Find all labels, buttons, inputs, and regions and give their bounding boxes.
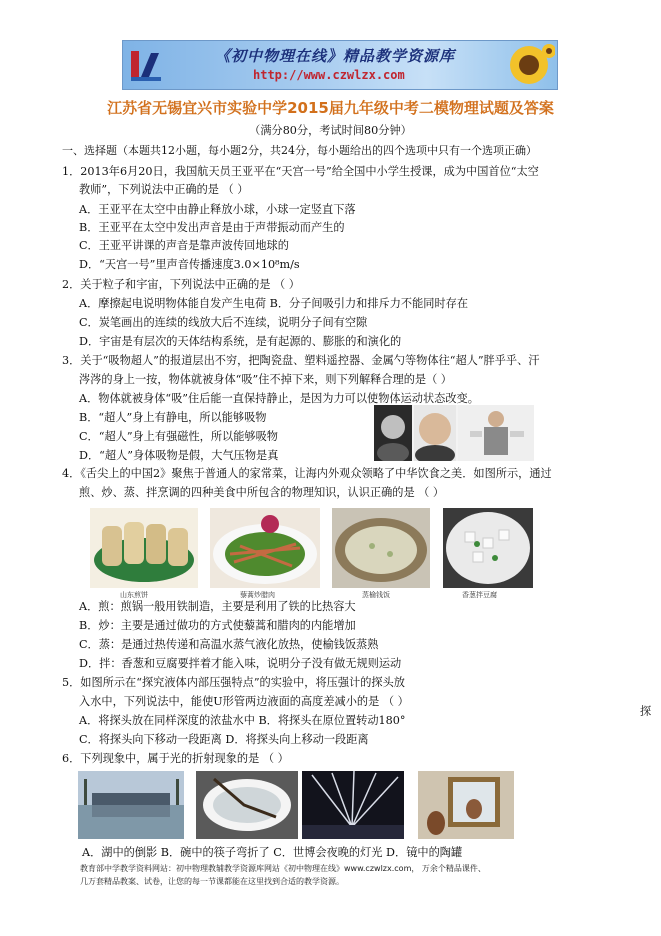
banner-url: http://www.czwlzx.com [253, 68, 405, 82]
q4-stem-line2: 煎、炒、蒸、拌烹调的四种美食中所包含的物理知识，认识正确的是 （ ） [79, 486, 445, 499]
q5-side-char: 探 [640, 705, 652, 718]
q4-caption-3: 蒸榆钱饭 [362, 591, 390, 599]
q2-stem: 2．关于粒子和宇宙，下列说法中正确的是 （ ） [62, 278, 300, 291]
q3-option-c: C．“超人”身上有强磁性，所以能够吸物 [79, 430, 278, 443]
header-banner [122, 40, 558, 90]
site-logo-icon [129, 47, 163, 83]
banner-title: 《初中物理在线》精品教学资源库 [215, 47, 456, 65]
steamed-rice-photo-icon [332, 508, 430, 588]
q1-stem-line2: 教师”，下列说法中正确的是 （ ） [79, 183, 249, 196]
footer-line1: 教育部中学教学资料网站：初中物理教辅教学资源库网站《初中物理在线》www.czwlzx.com， 万余个精品课件、 [80, 864, 486, 873]
q4-option-a: A．煎：煎锅一般用铁制造，主要是利用了铁的比热容大 [79, 600, 356, 613]
q1-option-a: A．王亚平在太空中由静止释放小球，小球一定竖直下落 [79, 203, 356, 216]
q4-option-b: B．炒：主要是通过做功的方式使藜蒿和腊肉的内能增加 [79, 619, 356, 632]
q1-option-d: D．“天宫一号”里声音传播速度3.0×10⁸m/s [79, 258, 300, 271]
q4-photo-pancake [90, 508, 198, 588]
q4-caption-2: 藜蒿炒腊肉 [240, 591, 275, 599]
q1-option-b: B．王亚平在太空中发出声音是由于声带振动而产生的 [79, 221, 345, 234]
pancake-photo-icon [90, 508, 198, 588]
footer-line2: 几万套精品教案、试卷，让您的每一节课都能在这里找到合适的教学资源。 [80, 877, 344, 886]
subtitle: （满分80分，考试时间80分钟） [249, 124, 412, 137]
q5-options-ab: A．将探头放在同样深度的浓盐水中 B．将探头在原位置转动180° [79, 714, 406, 727]
q4-caption-4: 香葱拌豆腐 [462, 591, 497, 599]
lake-reflection-photo-icon [78, 771, 184, 839]
q3-stem-line1: 3．关于“吸物超人”的报道层出不穷，把陶瓷盘、塑料遥控器、金属勺等物体往“超人”胖乎乎、汗 [62, 354, 540, 367]
q2-options-ab: A．摩擦起电说明物体能自发产生电荷 B．分子间吸引力和排斥力不能同时存在 [79, 297, 469, 310]
tofu-photo-icon [443, 508, 533, 588]
doc-title: 江苏省无锡宜兴市实验中学2015届九年级中考二模物理试题及答案 [107, 99, 554, 117]
q6-photo-mirror [418, 771, 514, 839]
mirror-jar-photo-icon [418, 771, 514, 839]
q4-photo-tofu [443, 508, 533, 588]
q2-option-c: C．炭笔画出的连续的线放大后不连续，说明分子间有空隙 [79, 316, 368, 329]
sunflower-icon [503, 43, 555, 87]
q1-option-c: C．王亚平讲课的声音是靠声波传回地球的 [79, 239, 289, 252]
q1-stem-line1: 1．2013年6月20日，我国航天员王亚平在“天宫一号”给全国中小学生授课，成为中国首位“太空 [62, 165, 539, 178]
q4-stem-line1: 4．《舌尖上的中国2》聚焦于普通人的家常菜，让海内外观众领略了中华饮食之美．如图所示，通过 [62, 467, 552, 480]
q6-photo-lake [78, 771, 184, 839]
q4-option-d: D．拌：香葱和豆腐要拌着才能入味，说明分子没有做无规则运动 [79, 657, 402, 670]
q3-option-d: D．“超人”身体吸物是假，大气压物是真 [79, 449, 279, 462]
q5-stem-line2: 入水中，下列说法中，能使U形管两边液面的高度差减小的是 （ ） [79, 695, 409, 708]
q6-options: A．湖中的倒影 B．碗中的筷子弯折了 C．世博会夜晚的灯光 D．镜中的陶罐 [82, 846, 463, 859]
q6-stem: 6．下列现象中，属于光的折射现象的是 （ ） [62, 752, 289, 765]
q3-option-a: A．物体就被身体“吸”住后能一直保持静止，是因为力可以使物体运动状态改变。 [79, 392, 479, 405]
q2-option-d: D．宇宙是有层次的天体结构系统，是有起源的、膨胀的和演化的 [79, 335, 402, 348]
expo-lights-photo-icon [302, 771, 404, 839]
q6-photo-bowl [196, 771, 298, 839]
q4-photo-steamed [332, 508, 430, 588]
q4-caption-1: 山东煎饼 [120, 591, 148, 599]
stirfry-photo-icon [210, 508, 320, 588]
q4-photo-stirfry [210, 508, 320, 588]
q4-option-c: C．蒸：是通过热传递和高温水蒸气液化放热，使榆钱饭蒸熟 [79, 638, 379, 651]
q5-stem-line1: 5．如图所示在“探究液体内部压强特点”的实验中，将压强计的探头放 [62, 676, 405, 689]
q3-option-b: B．“超人”身上有静电，所以能够吸物 [79, 411, 267, 424]
bowl-chopsticks-photo-icon [196, 771, 298, 839]
q3-superman-photos [374, 405, 534, 461]
q3-stem-line2: 涔涔的身上一按，物体就被身体“吸”住不掉下来，则下列解释合理的是（ ） [79, 373, 452, 386]
q5-options-cd: C．将探头向下移动一段距离 D．将探头向上移动一段距离 [79, 733, 369, 746]
section-heading: 一、选择题（本题共12小题，每小题2分，共24分，每小题给出的四个选项中只有一个选项正确） [62, 144, 537, 157]
q6-photo-expo-lights [302, 771, 404, 839]
